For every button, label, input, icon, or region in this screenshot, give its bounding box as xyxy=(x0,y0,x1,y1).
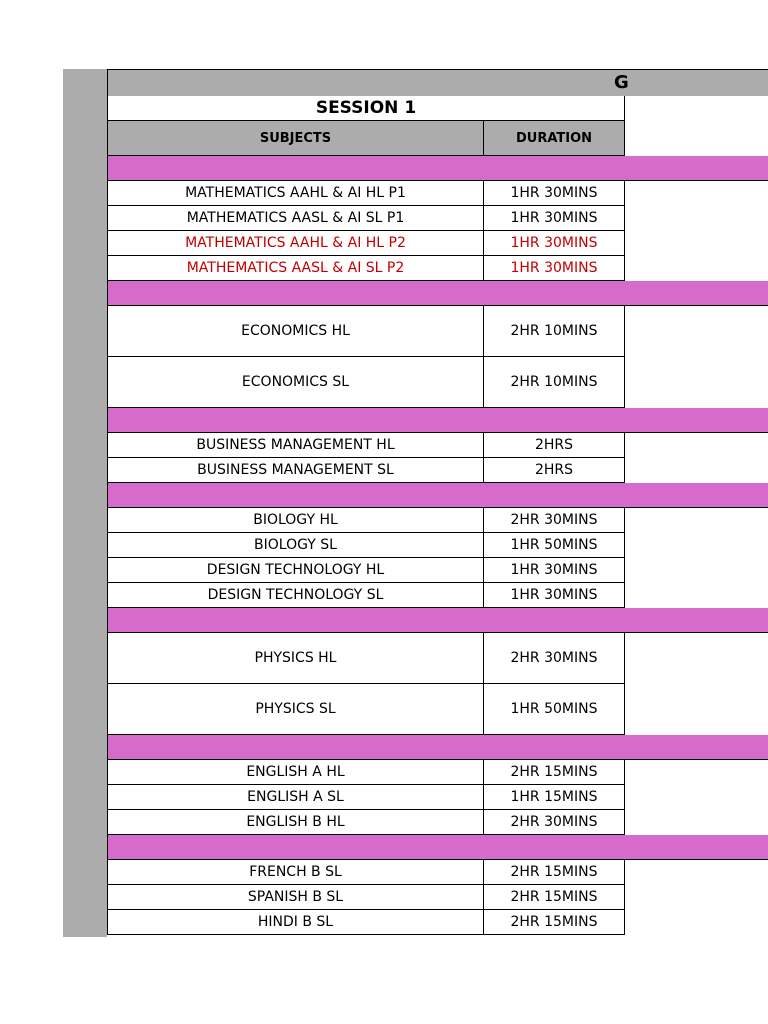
group-separator xyxy=(107,408,768,433)
duration-cell: 2HR 15MINS xyxy=(510,889,598,905)
subject-cell: ECONOMICS SL xyxy=(108,357,484,407)
subject-cell: ENGLISH A SL xyxy=(108,785,484,809)
table-row xyxy=(107,206,625,231)
duration-cell: 2HRS xyxy=(534,462,574,478)
column-header-subjects: SUBJECTS xyxy=(108,121,484,155)
subject-cell: FRENCH B SL xyxy=(108,860,484,884)
subject-cell: MATHEMATICS AASL & AI SL P2 xyxy=(108,256,484,280)
duration-cell: 1HR 30MINS xyxy=(510,562,598,578)
group-separator xyxy=(107,735,768,760)
duration-cell: 1HR 30MINS xyxy=(510,185,598,201)
table-row xyxy=(107,885,625,910)
table-row xyxy=(107,533,625,558)
session-title: SESSION 1 xyxy=(107,96,625,121)
table-row xyxy=(107,633,625,684)
duration-cell: 2HR 15MINS xyxy=(510,764,598,780)
top-title-bar xyxy=(107,69,768,96)
table-row xyxy=(107,684,625,735)
group-separator xyxy=(107,835,768,860)
duration-cell: 1HR 30MINS xyxy=(510,235,598,251)
subject-cell: SPANISH B SL xyxy=(108,885,484,909)
duration-cell: 1HR 30MINS xyxy=(510,587,598,603)
subject-cell: BIOLOGY SL xyxy=(108,533,484,557)
table-row xyxy=(107,433,625,458)
table-header-row xyxy=(107,121,625,156)
duration-cell: 2HR 10MINS xyxy=(510,374,598,390)
exam-schedule-table xyxy=(107,156,768,935)
duration-cell: 1HR 50MINS xyxy=(510,701,598,717)
table-row xyxy=(107,306,625,357)
table-row xyxy=(107,181,625,206)
subject-cell: ENGLISH A HL xyxy=(108,760,484,784)
subject-cell: PHYSICS HL xyxy=(108,633,484,683)
subject-cell: BUSINESS MANAGEMENT SL xyxy=(108,458,484,482)
table-row xyxy=(107,357,625,408)
group-separator xyxy=(107,483,768,508)
table-row xyxy=(107,810,625,835)
duration-cell: 2HR 15MINS xyxy=(510,864,598,880)
duration-cell: 2HR 30MINS xyxy=(510,650,598,666)
subject-cell: MATHEMATICS AAHL & AI HL P1 xyxy=(108,181,484,205)
partial-title: G xyxy=(614,72,629,93)
subject-cell: BUSINESS MANAGEMENT HL xyxy=(108,433,484,457)
duration-cell: 1HR 30MINS xyxy=(510,260,598,276)
subject-cell: MATHEMATICS AASL & AI SL P1 xyxy=(108,206,484,230)
table-row xyxy=(107,558,625,583)
subject-cell: PHYSICS SL xyxy=(108,684,484,734)
duration-cell: 1HR 50MINS xyxy=(510,537,598,553)
duration-cell: 1HR 30MINS xyxy=(510,210,598,226)
table-row xyxy=(107,458,625,483)
table-row xyxy=(107,860,625,885)
table-row xyxy=(107,256,625,281)
duration-cell: 2HR 10MINS xyxy=(510,323,598,339)
group-separator xyxy=(107,156,768,181)
duration-cell: 2HR 30MINS xyxy=(510,512,598,528)
group-separator xyxy=(107,608,768,633)
table-row xyxy=(107,231,625,256)
subject-cell: DESIGN TECHNOLOGY HL xyxy=(108,558,484,582)
table-row xyxy=(107,910,625,935)
subject-cell: BIOLOGY HL xyxy=(108,508,484,532)
duration-cell: 2HRS xyxy=(534,437,574,453)
group-separator xyxy=(107,281,768,306)
duration-cell: 1HR 15MINS xyxy=(510,789,598,805)
table-row xyxy=(107,760,625,785)
subject-cell: HINDI B SL xyxy=(108,910,484,934)
table-row xyxy=(107,508,625,533)
subject-cell: MATHEMATICS AAHL & AI HL P2 xyxy=(108,231,484,255)
table-row xyxy=(107,583,625,608)
subject-cell: ENGLISH B HL xyxy=(108,810,484,834)
subject-cell: DESIGN TECHNOLOGY SL xyxy=(108,583,484,607)
table-row xyxy=(107,785,625,810)
left-margin-bar xyxy=(63,69,107,937)
subject-cell: ECONOMICS HL xyxy=(108,306,484,356)
duration-cell: 2HR 30MINS xyxy=(510,814,598,830)
duration-cell: 2HR 15MINS xyxy=(510,914,598,930)
column-header-duration: DURATION xyxy=(515,131,593,146)
